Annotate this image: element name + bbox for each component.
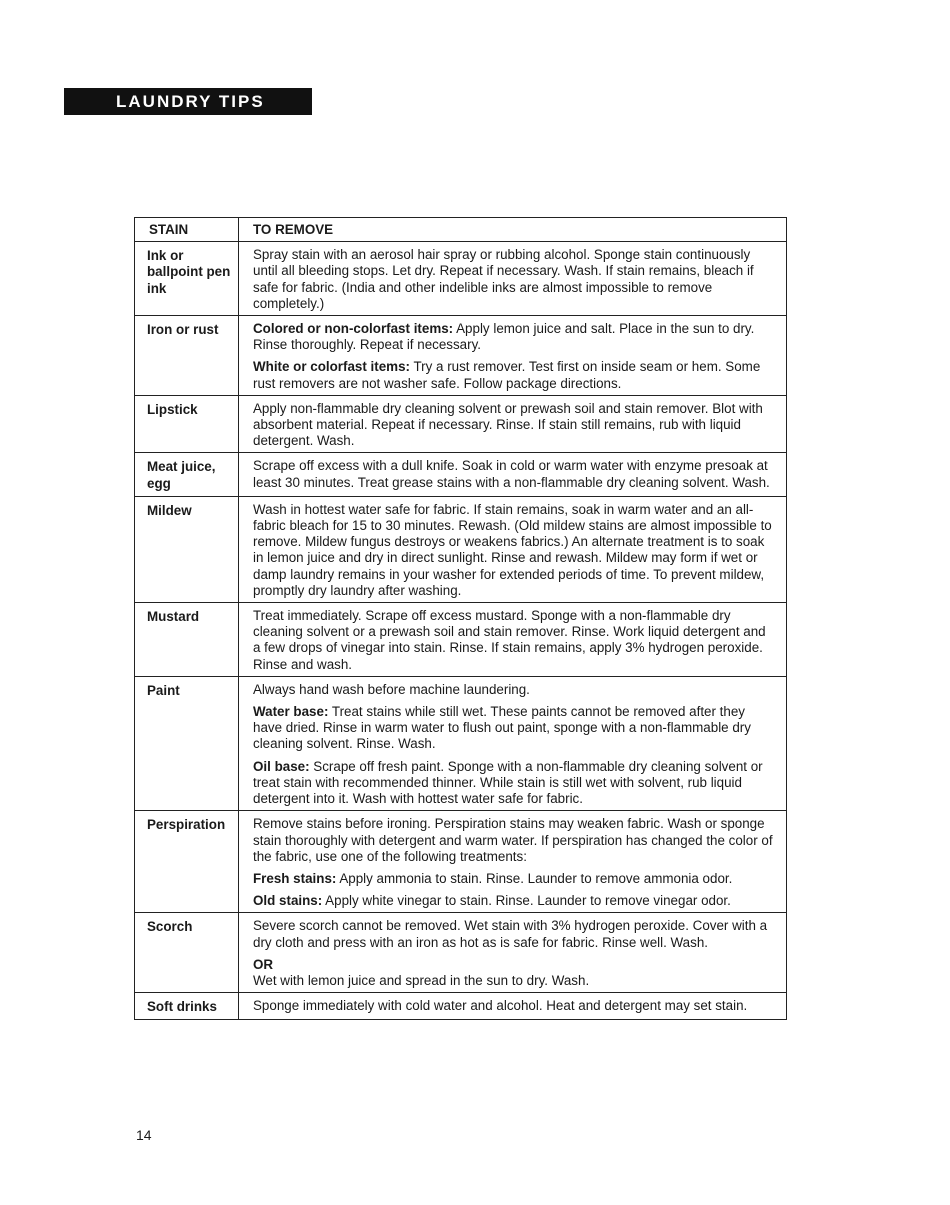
removal-instructions [239, 496, 787, 602]
removal-instructions [239, 603, 787, 677]
treatment-lead: White or colorfast items: [253, 359, 410, 375]
treatment-lead: Colored or non-colorfast items: [253, 321, 454, 337]
instruction-paragraph [253, 998, 776, 1014]
stain-name: Meat juice, egg [135, 453, 239, 496]
stain-name: Iron or rust [135, 316, 239, 396]
instruction-text: Apply lemon juice and salt. Place in the sun to dry. Rinse thoroughly. Repeat if necessary. [253, 321, 755, 353]
instruction-text: Wet with lemon juice and spread in the sun to dry. Wash. [253, 972, 590, 988]
stain-name: Ink or ballpoint pen ink [135, 242, 239, 316]
instruction-paragraph [253, 502, 776, 599]
instruction-text: Scrape off fresh paint. Sponge with a non-flammable dry cleaning solvent or treat stain with recommended thinner. While stain is still wet with solvent, rub liquid detergent into it. Wash with hottest water safe for fabric. [253, 758, 763, 807]
instruction-text: Always hand wash before machine laundering. [253, 681, 530, 697]
instruction-paragraph [253, 704, 776, 753]
stain-name: Perspiration [135, 811, 239, 913]
removal-instructions [239, 993, 787, 1020]
instruction-text: Treat immediately. Scrape off excess mustard. Sponge with a non-flammable dry cleaning solvent or a prewash soil and stain remover. Rinse. Work liquid detergent and a few drops of vinegar into stain. Rinse. If stain remains, apply 3% hydrogen peroxide. Rinse and wash. [253, 608, 766, 672]
instruction-paragraph [253, 871, 776, 887]
instruction-text: Scrape off excess with a dull knife. Soak in cold or warm water with enzyme presoak at least 30 minutes. Treat grease stains with a non-flammable dry cleaning solvent. Wash. [253, 458, 770, 490]
instruction-text: Severe scorch cannot be removed. Wet stain with 3% hydrogen peroxide. Cover with a dry cloth and press with an iron as hot as is safe for fabric. Rinse well. Wash. [253, 918, 768, 950]
removal-instructions [239, 395, 787, 453]
instruction-paragraph [253, 359, 776, 391]
treatment-lead: Oil base: [253, 758, 310, 774]
table-row [135, 993, 787, 1020]
instruction-paragraph [253, 321, 776, 353]
removal-instructions [239, 242, 787, 316]
alternative-marker: OR [253, 956, 274, 972]
instruction-text: Try a rust remover. Test first on inside seam or hem. Some rust removers are not washer safe. Follow package directions. [253, 359, 761, 391]
stain-name: Scorch [135, 913, 239, 993]
stain-name: Paint [135, 676, 239, 810]
removal-instructions [239, 913, 787, 993]
table-row [135, 676, 787, 810]
stain-removal-table [134, 217, 787, 1020]
table-header-row [135, 218, 787, 242]
section-title-banner [64, 88, 312, 115]
table-body [135, 242, 787, 1020]
instruction-paragraph [253, 247, 776, 312]
instruction-text: Apply non-flammable dry cleaning solvent or prewash soil and stain remover. Blot with absorbent material. Repeat if necessary. Rinse. If stain still remains, rub with liquid detergent. Wash. [253, 400, 763, 449]
instruction-paragraph [253, 957, 776, 989]
column-header-to-remove: TO REMOVE [239, 218, 787, 242]
removal-instructions [239, 316, 787, 396]
column-header-stain: STAIN [135, 218, 239, 242]
table-row [135, 913, 787, 993]
table-row [135, 603, 787, 677]
instruction-paragraph [253, 759, 776, 808]
stain-name: Mildew [135, 496, 239, 602]
stain-name: Mustard [135, 603, 239, 677]
removal-instructions [239, 811, 787, 913]
table-row [135, 395, 787, 453]
instruction-text: Treat stains while still wet. These paints cannot be removed after they have dried. Rinse in warm water to flush out paint, sponge with a non-flammable dry cleaning solvent. Rinse. Wash. [253, 704, 751, 752]
stain-name: Soft drinks [135, 993, 239, 1020]
instruction-text: Spray stain with an aerosol hair spray or rubbing alcohol. Sponge stain continuously until all bleeding stops. Let dry. Repeat if necessary. Wash. If stain remains, bleach if safe for fabric. (India and other indelible inks are almost impossible to remove completely.) [253, 247, 754, 311]
instruction-paragraph [253, 918, 776, 950]
removal-instructions [239, 453, 787, 496]
treatment-lead: Water base: [253, 704, 329, 720]
stain-name: Lipstick [135, 395, 239, 453]
instruction-paragraph [253, 816, 776, 865]
table-row [135, 242, 787, 316]
table-row [135, 811, 787, 913]
table-row [135, 316, 787, 396]
instruction-text: Sponge immediately with cold water and alcohol. Heat and detergent may set stain. [253, 998, 748, 1014]
instruction-paragraph [253, 458, 776, 490]
instruction-text: Apply white vinegar to stain. Rinse. Launder to remove vinegar odor. [322, 893, 731, 909]
instruction-paragraph [253, 893, 776, 909]
removal-instructions [239, 676, 787, 810]
treatment-lead: Old stains: [253, 893, 323, 909]
section-title: LAUNDRY TIPS [116, 92, 265, 111]
instruction-paragraph [253, 401, 776, 450]
table-row [135, 496, 787, 602]
instruction-text: Wash in hottest water safe for fabric. If stain remains, soak in warm water and an all-fabric bleach for 15 to 30 minutes. Rewash. (Old mildew stains are almost impossible to remove. Mildew fungus destroys or weakens fabrics.) An alternate treatment is to soak in lemon juice and dry in direct sunlight. Rinse and rewash. Mildew may form if wet or damp laundry remains in your washer for extended periods of time. To prevent mildew, promptly dry laundry after washing. [253, 501, 772, 598]
page-number: 14 [136, 1127, 152, 1143]
instruction-text: Remove stains before ironing. Perspiration stains may weaken fabric. Wash or sponge stain thoroughly with detergent and warm water. If perspiration has changed the color of the fabric, use one of the following treatments: [253, 816, 773, 864]
treatment-lead: Fresh stains: [253, 870, 337, 886]
table-row [135, 453, 787, 496]
instruction-text: Apply ammonia to stain. Rinse. Launder to remove ammonia odor. [336, 870, 733, 886]
instruction-paragraph [253, 608, 776, 673]
instruction-paragraph [253, 682, 776, 698]
